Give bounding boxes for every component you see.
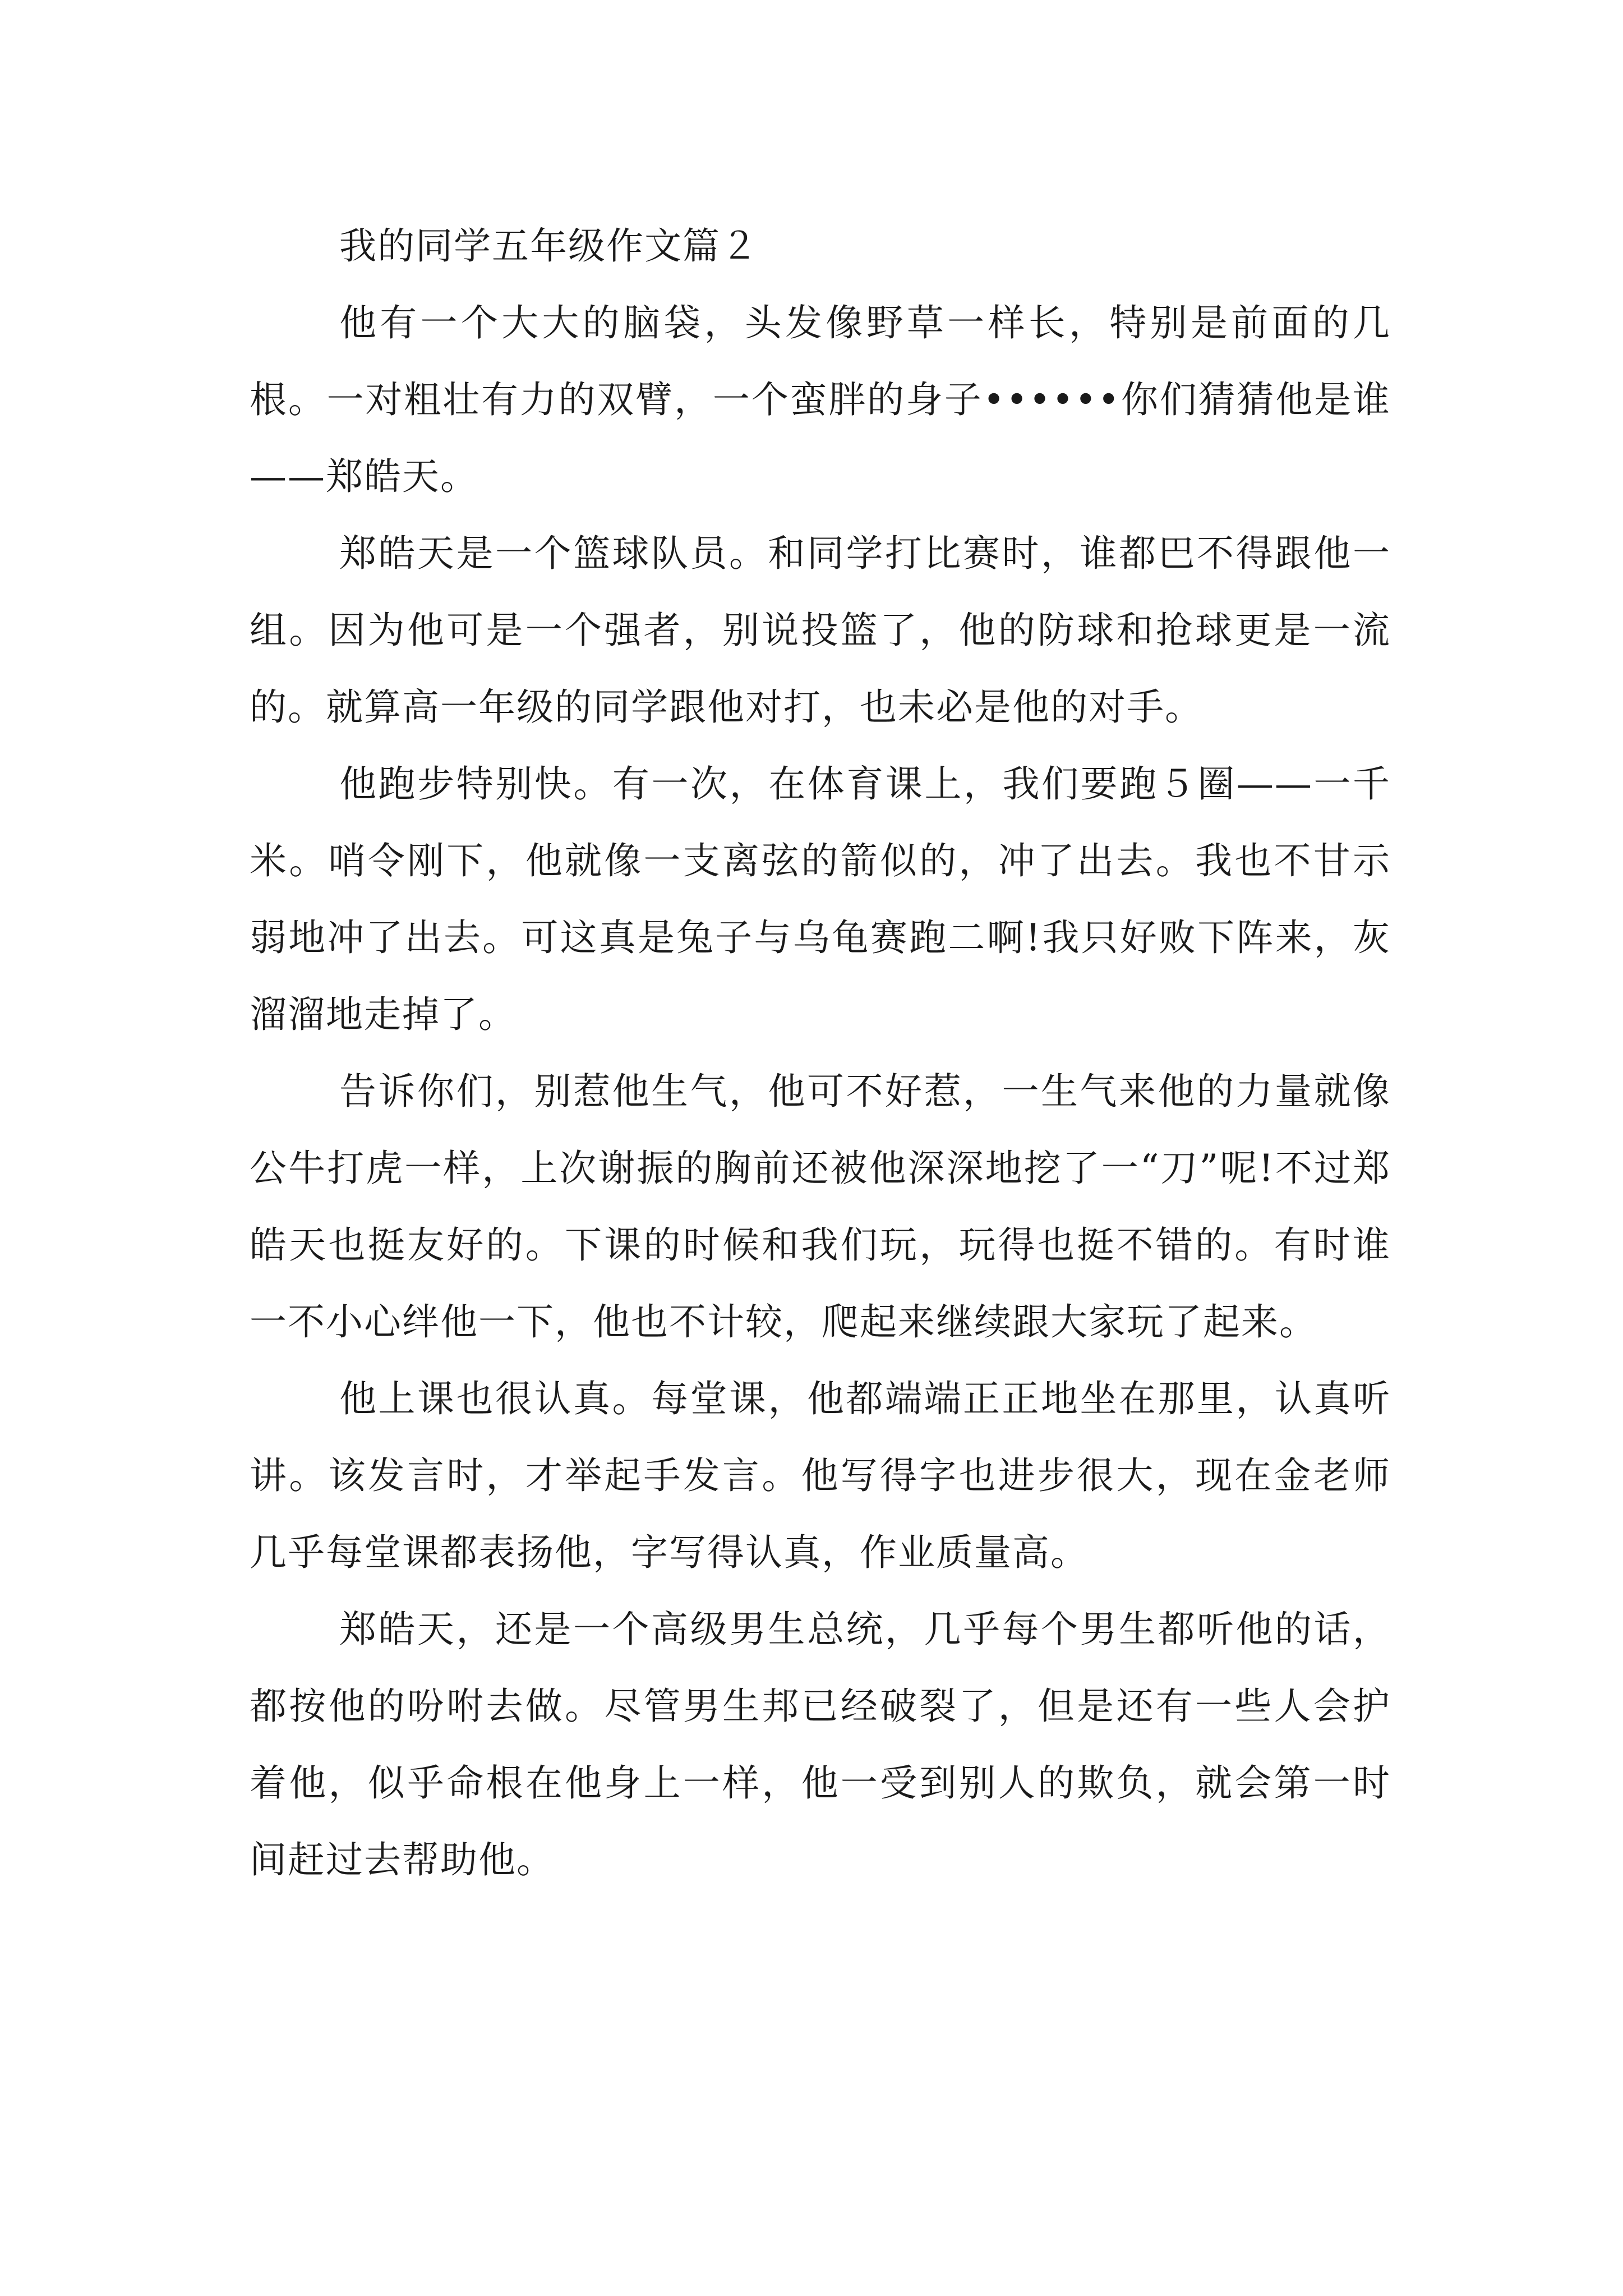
paragraph-6: 郑皓天，还是一个高级男生总统，几乎每个男生都听他的话，都按他的吩咐去做。尽管男生邦已经破裂了，但是还有一些人会护着他，似乎命根在他身上一样，他一受到别人的欺负，就会第一时间赶过去帮助他。 <box>250 1608 1391 1881</box>
document-body <box>250 208 1391 1898</box>
paragraph-2: 郑皓天是一个篮球队员。和同学打比赛时，谁都巴不得跟他一组。因为他可是一个强者，别说投篮了，他的防球和抢球更是一流的。就算高一年级的同学跟他对打，也未必是他的对手。 <box>250 532 1391 729</box>
document-title: 我的同学五年级作文篇２ <box>339 224 759 268</box>
paragraph-5: 他上课也很认真。每堂课，他都端端正正地坐在那里，认真听讲。该发言时，才举起手发言。他写得字也进步很大，现在金老师几乎每堂课都表扬他，字写得认真，作业质量高。 <box>250 1377 1391 1574</box>
paragraph-4: 告诉你们，别惹他生气，他可不好惹，一生气来他的力量就像公牛打虎一样，上次谢振的胸前还被他深深地挖了一“刀”呢!不过郑皓天也挺友好的。下课的时候和我们玩，玩得也挺不错的。有时谁一不小心绊他一下，他也不计较，爬起来继续跟大家玩了起来。 <box>250 1070 1391 1343</box>
paragraph-1: 他有一个大大的脑袋，头发像野草一样长，特别是前面的几根。一对粗壮有力的双臂，一个蛮胖的身子••••••你们猜猜他是谁——郑皓天。 <box>250 301 1391 498</box>
paragraph-3: 他跑步特别快。有一次，在体育课上，我们要跑５圈——一千米。哨令刚下，他就像一支离弦的箭似的，冲了出去。我也不甘示弱地冲了出去。可这真是兔子与乌龟赛跑二啊!我只好败下阵来，灰溜溜地走掉了。 <box>250 762 1391 1036</box>
